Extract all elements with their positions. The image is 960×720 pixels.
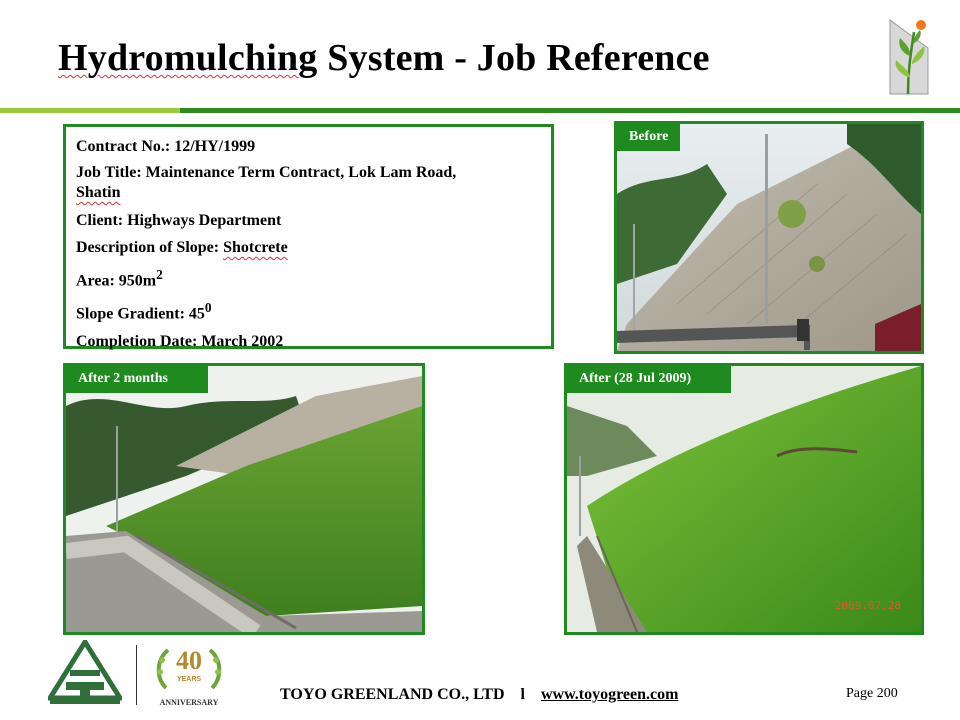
photo-after-2009 xyxy=(564,363,924,635)
title-rest: System - Job Reference xyxy=(317,37,710,79)
anniversary-badge xyxy=(146,640,232,710)
after-2009-slope-image xyxy=(567,366,921,632)
gradient-label: Slope Gradient: 45 xyxy=(76,305,205,323)
area-superscript: 2 xyxy=(156,267,163,282)
company-name: TOYO GREENLAND CO., LTD xyxy=(280,686,505,703)
client: Client: Highways Department xyxy=(76,212,282,229)
after-2-months-label: After 2 months xyxy=(66,366,208,393)
before-label: Before xyxy=(617,124,680,151)
photo-after-2-months xyxy=(63,363,425,635)
title-word-hydromulching: Hydromulching xyxy=(58,37,318,79)
footer-divider xyxy=(136,645,137,705)
job-title xyxy=(76,163,541,203)
anniversary-number: 40 xyxy=(176,646,202,675)
slope-description-label: Description of Slope: xyxy=(76,239,224,256)
gradient-superscript: 0 xyxy=(204,300,212,316)
photo-datestamp: 2009.07.28 xyxy=(834,599,901,612)
title-rule-light xyxy=(0,108,180,113)
after-2-months-slope-image xyxy=(66,366,422,632)
company-website-link[interactable]: www.toyogreen.com xyxy=(540,686,679,703)
before-slope-image xyxy=(617,124,921,351)
job-title-line1: Job Title: Maintenance Term Contract, Lok Lam Road, xyxy=(76,164,457,181)
after-2009-label: After (28 Jul 2009) xyxy=(567,366,731,393)
completion-date: Completion Date: March 2002 xyxy=(76,332,284,350)
contract-info-box xyxy=(63,124,554,349)
anniversary-text: ANNIVERSARY xyxy=(159,698,219,707)
job-title-line2: Shatin xyxy=(76,184,121,201)
area-label: Area: 950m xyxy=(76,272,157,290)
anniversary-years: YEARS xyxy=(176,676,202,683)
plant-logo-icon xyxy=(888,18,930,96)
page-number: Page 200 xyxy=(846,686,898,701)
footer-company-line xyxy=(280,686,678,704)
contract-number: Contract No.: 12/HY/1999 xyxy=(76,138,256,155)
photo-before xyxy=(614,121,924,354)
slope-gradient xyxy=(76,294,541,327)
area xyxy=(76,261,541,294)
title-rule-dark xyxy=(180,108,960,113)
toyo-greenland-logo-icon xyxy=(48,640,122,706)
slope-description xyxy=(76,234,541,261)
page-title xyxy=(58,36,710,80)
slope-description-value: Shotcrete xyxy=(223,239,288,256)
footer-separator: l xyxy=(520,686,525,703)
